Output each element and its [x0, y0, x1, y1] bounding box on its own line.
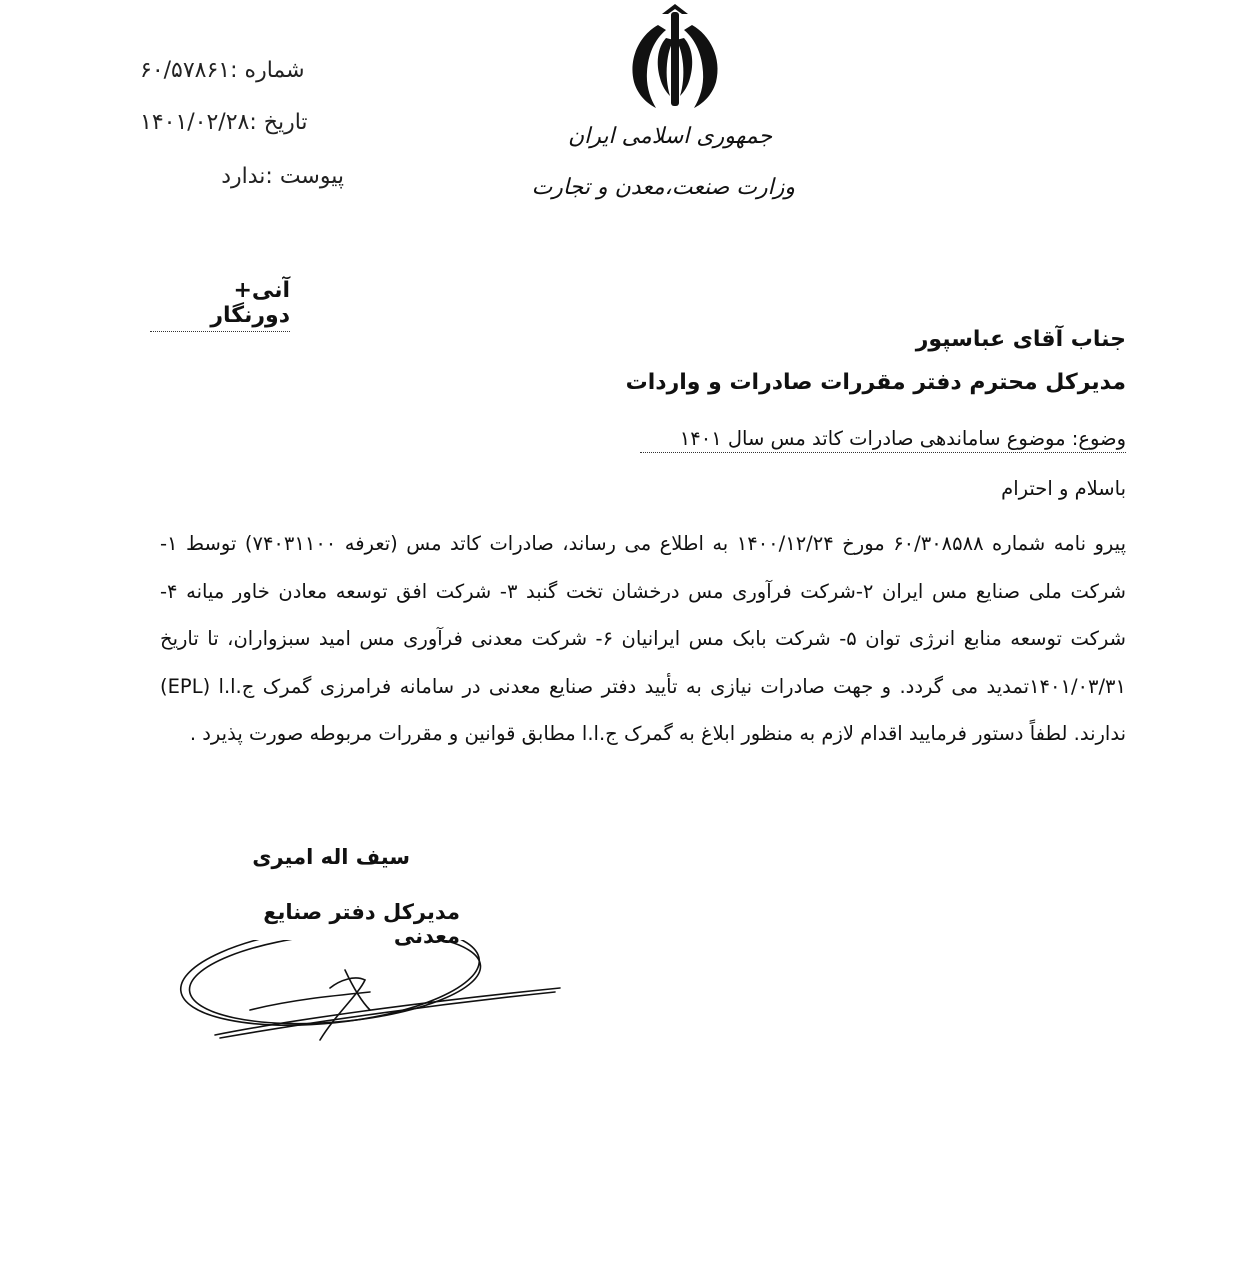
header-line-1: جمهوری اسلامی ایران: [567, 124, 773, 149]
recipient-name: جناب آقای عباسپور: [915, 327, 1126, 352]
letter-number: شماره :۶۰/۵۷۸۶۱: [140, 58, 305, 83]
urgency-label: آنی+ دورنگار: [150, 278, 290, 332]
letter-date: تاریخ :۱۴۰۱/۰۲/۲۸: [140, 110, 308, 135]
greeting: باسلام و احترام: [1001, 477, 1126, 500]
header-line-2: وزارت صنعت،معدن و تجارت: [531, 175, 795, 200]
signatory-title: مدیرکل دفتر صنایع معدنی: [263, 900, 460, 948]
letter-body: پیرو نامه شماره ۶۰/۳۰۸۵۸۸ مورخ ۱۴۰۰/۱۲/۲۴ به اطلاع می رساند، صادرات کاتد مس (تعرفه ۷۴۰۳۱۱۰۰) توسط ۱- شرکت ملی صنایع مس ایران ۲-شرکت فرآوری مس درخشان تخت گنبد ۳- شرکت افق توسعه معادن خاور میانه ۴- شرکت توسعه منابع انرژی توان ۵- شرکت بابک مس ایرانیان ۶- شرکت معدنی فرآوری مس امید سبزواران، تا تاریخ ۱۴۰۱/۰۳/۳۱تمدید می گردد. و جهت صادرات نیازی به تأیید دفتر صنایع معدنی در سامانه فرامرزی گمرک ج.ا.ا (EPL) ندارند. لطفاً دستور فرمایید اقدام لازم به منظور ابلاغ به گمرک ج.ا.ا مطابق قوانین و مقررات مربوطه صورت پذیرد .: [160, 532, 1127, 745]
signature-scribble: [170, 940, 570, 1050]
iran-emblem-icon: [600, 0, 750, 115]
recipient-title: مدیرکل محترم دفتر مقررات صادرات و واردات: [625, 370, 1126, 395]
subject-line: وضوع: موضوع ساماندهی صادرات کاتد مس سال ۱۴۰۱: [640, 427, 1126, 453]
signatory-name: سیف اله امیری: [252, 845, 410, 869]
letter-attachment: پیوست :ندارد: [221, 164, 344, 189]
